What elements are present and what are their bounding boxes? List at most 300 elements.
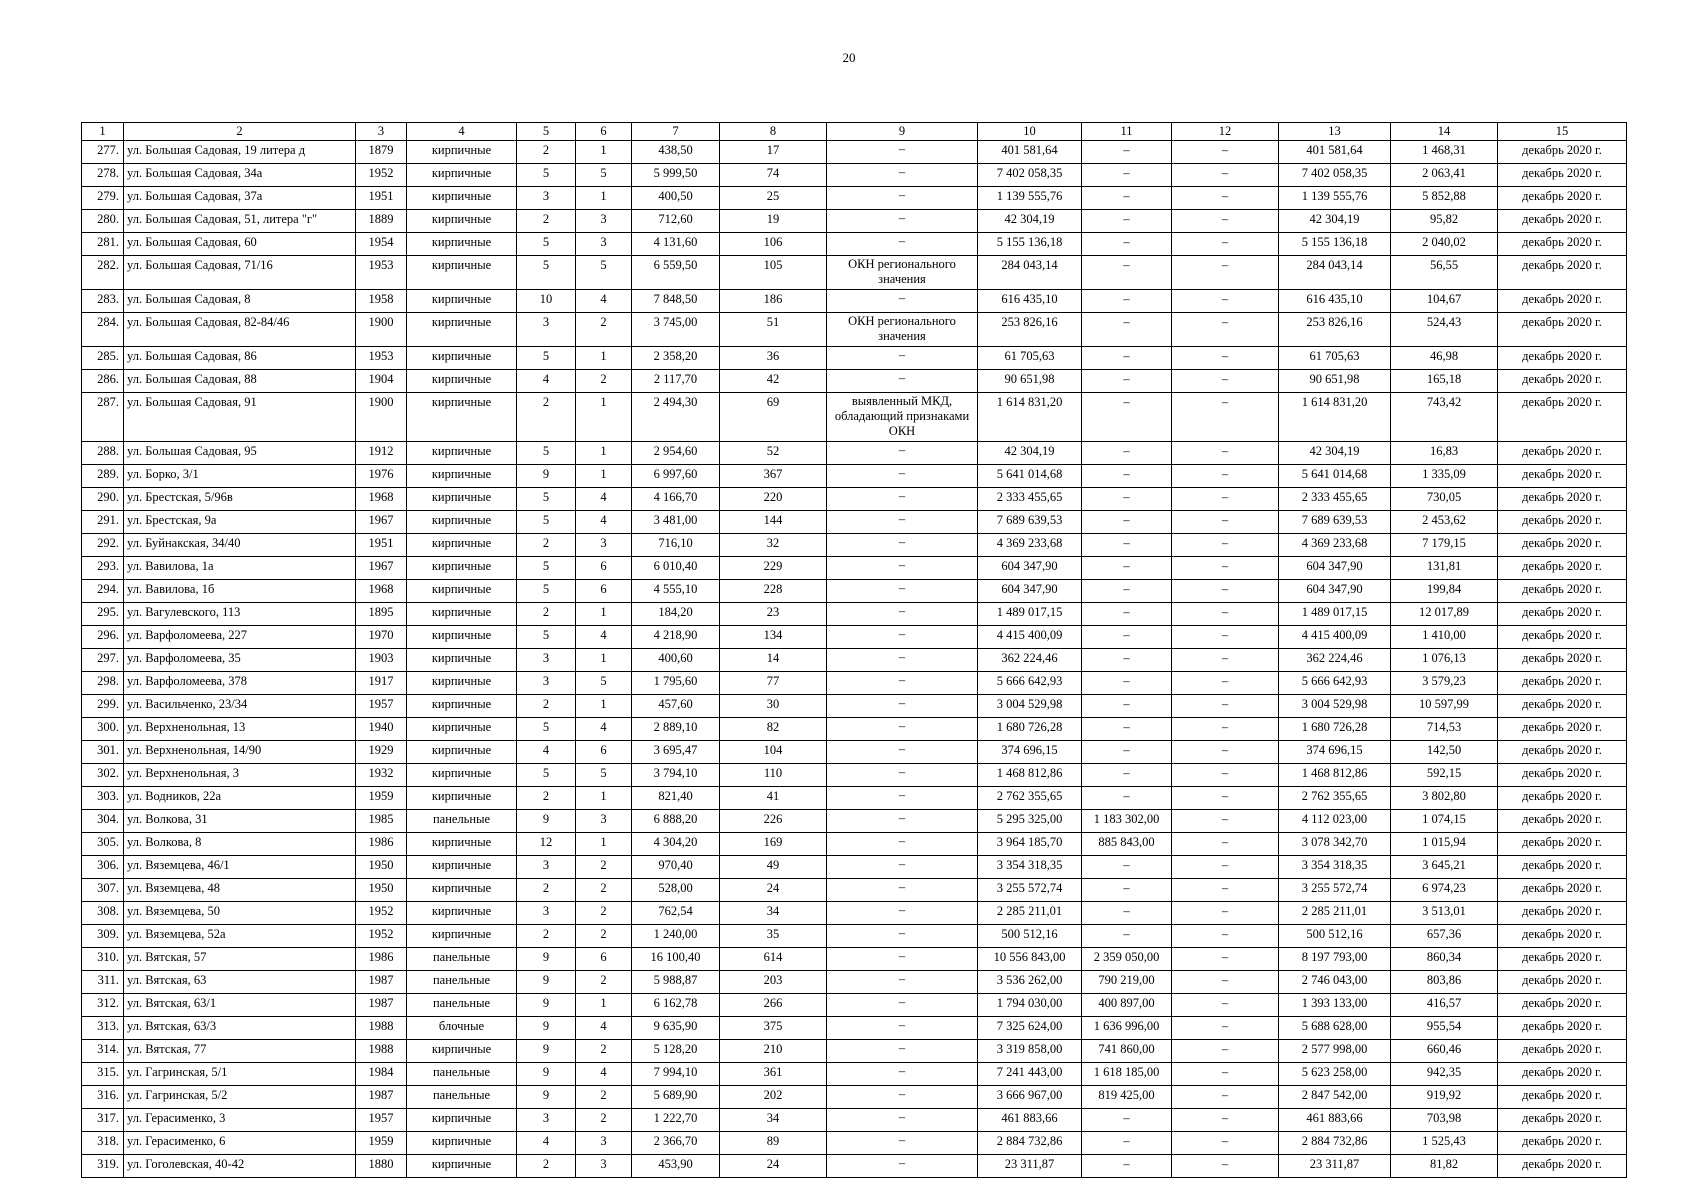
cell-col-7: 457,60 (632, 695, 720, 718)
cell-col-4: кирпичные (407, 313, 517, 347)
cell-col-9: выявленный МКД, обладающий признаками ОКН (827, 393, 978, 442)
cell-col-14: 2 040,02 (1391, 233, 1498, 256)
cell-col-15: декабрь 2020 г. (1498, 580, 1627, 603)
cell-col-13: 2 333 455,65 (1279, 488, 1391, 511)
cell-col-12: – (1172, 534, 1279, 557)
cell-col-3: 1950 (356, 879, 407, 902)
cell-col-13: 604 347,90 (1279, 580, 1391, 603)
cell-col-11: 2 359 050,00 (1082, 948, 1172, 971)
cell-col-10: 4 415 400,09 (978, 626, 1082, 649)
cell-col-15: декабрь 2020 г. (1498, 1155, 1627, 1178)
cell-col-6: 2 (576, 1040, 632, 1063)
cell-col-4: кирпичные (407, 290, 517, 313)
cell-col-9: – (827, 1155, 978, 1178)
cell-col-2: ул. Герасименко, 6 (124, 1132, 356, 1155)
cell-col-8: 375 (720, 1017, 827, 1040)
cell-col-7: 970,40 (632, 856, 720, 879)
cell-col-14: 46,98 (1391, 347, 1498, 370)
cell-col-1: 297. (82, 649, 124, 672)
cell-col-10: 362 224,46 (978, 649, 1082, 672)
cell-col-11: – (1082, 233, 1172, 256)
table-row (82, 347, 1627, 370)
cell-col-14: 955,54 (1391, 1017, 1498, 1040)
cell-col-4: кирпичные (407, 233, 517, 256)
cell-col-11: 790 219,00 (1082, 971, 1172, 994)
cell-col-2: ул. Вяземцева, 52а (124, 925, 356, 948)
cell-col-5: 3 (517, 902, 576, 925)
table-body (82, 141, 1627, 1178)
cell-col-14: 592,15 (1391, 764, 1498, 787)
cell-col-4: кирпичные (407, 557, 517, 580)
cell-col-13: 500 512,16 (1279, 925, 1391, 948)
cell-col-3: 1903 (356, 649, 407, 672)
cell-col-10: 90 651,98 (978, 370, 1082, 393)
cell-col-2: ул. Вагулевского, 113 (124, 603, 356, 626)
cell-col-14: 942,35 (1391, 1063, 1498, 1086)
table-row (82, 256, 1627, 290)
cell-col-4: панельные (407, 1063, 517, 1086)
cell-col-12: – (1172, 603, 1279, 626)
cell-col-6: 2 (576, 370, 632, 393)
column-header-14: 14 (1391, 123, 1498, 141)
cell-col-15: декабрь 2020 г. (1498, 313, 1627, 347)
cell-col-8: 49 (720, 856, 827, 879)
cell-col-12: – (1172, 626, 1279, 649)
cell-col-12: – (1172, 994, 1279, 1017)
cell-col-9: – (827, 1063, 978, 1086)
cell-col-15: декабрь 2020 г. (1498, 948, 1627, 971)
cell-col-10: 5 666 642,93 (978, 672, 1082, 695)
cell-col-11: – (1082, 313, 1172, 347)
cell-col-8: 42 (720, 370, 827, 393)
cell-col-9: – (827, 164, 978, 187)
cell-col-10: 7 402 058,35 (978, 164, 1082, 187)
cell-col-13: 7 689 639,53 (1279, 511, 1391, 534)
cell-col-8: 35 (720, 925, 827, 948)
cell-col-4: кирпичные (407, 925, 517, 948)
cell-col-9: – (827, 649, 978, 672)
cell-col-7: 6 997,60 (632, 465, 720, 488)
cell-col-12: – (1172, 488, 1279, 511)
cell-col-5: 5 (517, 256, 576, 290)
cell-col-6: 1 (576, 695, 632, 718)
cell-col-4: панельные (407, 994, 517, 1017)
cell-col-9: – (827, 948, 978, 971)
cell-col-2: ул. Большая Садовая, 71/16 (124, 256, 356, 290)
cell-col-13: 1 468 812,86 (1279, 764, 1391, 787)
cell-col-1: 295. (82, 603, 124, 626)
cell-col-2: ул. Вавилова, 1а (124, 557, 356, 580)
cell-col-9: – (827, 879, 978, 902)
cell-col-13: 362 224,46 (1279, 649, 1391, 672)
cell-col-14: 660,46 (1391, 1040, 1498, 1063)
cell-col-6: 2 (576, 925, 632, 948)
cell-col-2: ул. Большая Садовая, 82-84/46 (124, 313, 356, 347)
cell-col-3: 1984 (356, 1063, 407, 1086)
cell-col-7: 4 218,90 (632, 626, 720, 649)
cell-col-5: 9 (517, 810, 576, 833)
cell-col-2: ул. Варфоломеева, 35 (124, 649, 356, 672)
cell-col-8: 104 (720, 741, 827, 764)
cell-col-3: 1988 (356, 1040, 407, 1063)
cell-col-7: 2 954,60 (632, 442, 720, 465)
column-header-13: 13 (1279, 123, 1391, 141)
cell-col-8: 89 (720, 1132, 827, 1155)
cell-col-14: 16,83 (1391, 442, 1498, 465)
cell-col-10: 374 696,15 (978, 741, 1082, 764)
cell-col-14: 131,81 (1391, 557, 1498, 580)
cell-col-12: – (1172, 1040, 1279, 1063)
table-row (82, 718, 1627, 741)
cell-col-1: 286. (82, 370, 124, 393)
cell-col-1: 318. (82, 1132, 124, 1155)
cell-col-15: декабрь 2020 г. (1498, 856, 1627, 879)
cell-col-13: 61 705,63 (1279, 347, 1391, 370)
cell-col-3: 1912 (356, 442, 407, 465)
cell-col-6: 2 (576, 879, 632, 902)
cell-col-8: 203 (720, 971, 827, 994)
cell-col-7: 4 555,10 (632, 580, 720, 603)
cell-col-8: 14 (720, 649, 827, 672)
cell-col-11: – (1082, 902, 1172, 925)
cell-col-8: 41 (720, 787, 827, 810)
cell-col-15: декабрь 2020 г. (1498, 233, 1627, 256)
cell-col-7: 528,00 (632, 879, 720, 902)
cell-col-6: 3 (576, 1132, 632, 1155)
cell-col-8: 361 (720, 1063, 827, 1086)
cell-col-12: – (1172, 1155, 1279, 1178)
cell-col-15: декабрь 2020 г. (1498, 1063, 1627, 1086)
cell-col-13: 4 112 023,00 (1279, 810, 1391, 833)
cell-col-11: – (1082, 787, 1172, 810)
cell-col-12: – (1172, 833, 1279, 856)
cell-col-6: 3 (576, 534, 632, 557)
cell-col-3: 1967 (356, 511, 407, 534)
cell-col-6: 6 (576, 741, 632, 764)
column-header-8: 8 (720, 123, 827, 141)
cell-col-9: – (827, 741, 978, 764)
cell-col-3: 1904 (356, 370, 407, 393)
cell-col-7: 7 848,50 (632, 290, 720, 313)
cell-col-15: декабрь 2020 г. (1498, 488, 1627, 511)
cell-col-4: кирпичные (407, 626, 517, 649)
cell-col-7: 712,60 (632, 210, 720, 233)
cell-col-1: 283. (82, 290, 124, 313)
table-row (82, 488, 1627, 511)
cell-col-6: 4 (576, 488, 632, 511)
cell-col-13: 5 155 136,18 (1279, 233, 1391, 256)
cell-col-4: кирпичные (407, 187, 517, 210)
table-row (82, 856, 1627, 879)
cell-col-11: – (1082, 187, 1172, 210)
cell-col-1: 281. (82, 233, 124, 256)
cell-col-10: 1 468 812,86 (978, 764, 1082, 787)
cell-col-15: декабрь 2020 г. (1498, 994, 1627, 1017)
cell-col-7: 400,50 (632, 187, 720, 210)
cell-col-4: кирпичные (407, 164, 517, 187)
cell-col-7: 2 889,10 (632, 718, 720, 741)
cell-col-2: ул. Вяземцева, 48 (124, 879, 356, 902)
cell-col-4: кирпичные (407, 603, 517, 626)
cell-col-4: панельные (407, 971, 517, 994)
cell-col-6: 3 (576, 233, 632, 256)
cell-col-15: декабрь 2020 г. (1498, 141, 1627, 164)
cell-col-5: 4 (517, 370, 576, 393)
cell-col-3: 1967 (356, 557, 407, 580)
cell-col-6: 6 (576, 557, 632, 580)
table-row (82, 210, 1627, 233)
cell-col-9: – (827, 810, 978, 833)
cell-col-4: панельные (407, 810, 517, 833)
cell-col-7: 6 888,20 (632, 810, 720, 833)
cell-col-6: 6 (576, 948, 632, 971)
cell-col-14: 1 525,43 (1391, 1132, 1498, 1155)
cell-col-1: 303. (82, 787, 124, 810)
cell-col-12: – (1172, 764, 1279, 787)
cell-col-15: декабрь 2020 г. (1498, 1132, 1627, 1155)
cell-col-8: 17 (720, 141, 827, 164)
cell-col-14: 1 410,00 (1391, 626, 1498, 649)
cell-col-5: 5 (517, 764, 576, 787)
cell-col-14: 3 579,23 (1391, 672, 1498, 695)
cell-col-6: 3 (576, 210, 632, 233)
cell-col-12: – (1172, 948, 1279, 971)
cell-col-15: декабрь 2020 г. (1498, 971, 1627, 994)
cell-col-15: декабрь 2020 г. (1498, 1017, 1627, 1040)
cell-col-6: 1 (576, 393, 632, 442)
cell-col-6: 5 (576, 256, 632, 290)
cell-col-11: – (1082, 879, 1172, 902)
cell-col-3: 1953 (356, 347, 407, 370)
cell-col-11: 819 425,00 (1082, 1086, 1172, 1109)
cell-col-9: – (827, 580, 978, 603)
cell-col-2: ул. Васильченко, 23/34 (124, 695, 356, 718)
cell-col-10: 3 004 529,98 (978, 695, 1082, 718)
cell-col-8: 19 (720, 210, 827, 233)
cell-col-7: 184,20 (632, 603, 720, 626)
cell-col-6: 2 (576, 902, 632, 925)
cell-col-1: 302. (82, 764, 124, 787)
cell-col-11: 741 860,00 (1082, 1040, 1172, 1063)
table-row (82, 290, 1627, 313)
cell-col-10: 1 614 831,20 (978, 393, 1082, 442)
cell-col-10: 2 884 732,86 (978, 1132, 1082, 1155)
cell-col-11: – (1082, 626, 1172, 649)
cell-col-8: 32 (720, 534, 827, 557)
table-row (82, 164, 1627, 187)
cell-col-6: 3 (576, 810, 632, 833)
table-row (82, 370, 1627, 393)
column-header-4: 4 (407, 123, 517, 141)
cell-col-2: ул. Водников, 22а (124, 787, 356, 810)
cell-col-12: – (1172, 1017, 1279, 1040)
cell-col-7: 821,40 (632, 787, 720, 810)
table-row (82, 557, 1627, 580)
cell-col-15: декабрь 2020 г. (1498, 787, 1627, 810)
cell-col-7: 400,60 (632, 649, 720, 672)
table-row (82, 1040, 1627, 1063)
cell-col-13: 284 043,14 (1279, 256, 1391, 290)
table-row (82, 1017, 1627, 1040)
cell-col-9: – (827, 233, 978, 256)
cell-col-5: 5 (517, 557, 576, 580)
cell-col-12: – (1172, 649, 1279, 672)
cell-col-8: 23 (720, 603, 827, 626)
cell-col-7: 1 795,60 (632, 672, 720, 695)
cell-col-7: 1 240,00 (632, 925, 720, 948)
cell-col-9: – (827, 370, 978, 393)
cell-col-8: 82 (720, 718, 827, 741)
cell-col-15: декабрь 2020 г. (1498, 810, 1627, 833)
cell-col-3: 1987 (356, 994, 407, 1017)
cell-col-8: 24 (720, 1155, 827, 1178)
cell-col-11: – (1082, 370, 1172, 393)
cell-col-14: 104,67 (1391, 290, 1498, 313)
cell-col-10: 253 826,16 (978, 313, 1082, 347)
cell-col-14: 95,82 (1391, 210, 1498, 233)
cell-col-1: 305. (82, 833, 124, 856)
table-row (82, 141, 1627, 164)
cell-col-1: 277. (82, 141, 124, 164)
cell-col-5: 5 (517, 626, 576, 649)
table-row (82, 672, 1627, 695)
column-header-2: 2 (124, 123, 356, 141)
cell-col-14: 56,55 (1391, 256, 1498, 290)
cell-col-14: 416,57 (1391, 994, 1498, 1017)
cell-col-3: 1988 (356, 1017, 407, 1040)
cell-col-4: кирпичные (407, 856, 517, 879)
cell-col-10: 3 964 185,70 (978, 833, 1082, 856)
cell-col-11: – (1082, 210, 1172, 233)
cell-col-9: – (827, 442, 978, 465)
cell-col-4: кирпичные (407, 1109, 517, 1132)
cell-col-11: – (1082, 718, 1172, 741)
cell-col-12: – (1172, 313, 1279, 347)
cell-col-6: 4 (576, 626, 632, 649)
cell-col-9: – (827, 465, 978, 488)
cell-col-4: кирпичные (407, 741, 517, 764)
cell-col-10: 3 319 858,00 (978, 1040, 1082, 1063)
cell-col-2: ул. Большая Садовая, 86 (124, 347, 356, 370)
cell-col-13: 5 623 258,00 (1279, 1063, 1391, 1086)
cell-col-5: 2 (517, 210, 576, 233)
cell-col-4: кирпичные (407, 1132, 517, 1155)
cell-col-14: 1 468,31 (1391, 141, 1498, 164)
table-row (82, 787, 1627, 810)
cell-col-2: ул. Вятская, 63/1 (124, 994, 356, 1017)
cell-col-2: ул. Вятская, 63/3 (124, 1017, 356, 1040)
cell-col-7: 5 999,50 (632, 164, 720, 187)
cell-col-15: декабрь 2020 г. (1498, 626, 1627, 649)
cell-col-5: 5 (517, 580, 576, 603)
register-table (81, 122, 1627, 1178)
cell-col-8: 228 (720, 580, 827, 603)
cell-col-15: декабрь 2020 г. (1498, 603, 1627, 626)
cell-col-14: 2 453,62 (1391, 511, 1498, 534)
cell-col-14: 10 597,99 (1391, 695, 1498, 718)
cell-col-4: кирпичные (407, 902, 517, 925)
cell-col-12: – (1172, 1132, 1279, 1155)
cell-col-1: 317. (82, 1109, 124, 1132)
cell-col-4: панельные (407, 1086, 517, 1109)
table-row (82, 948, 1627, 971)
cell-col-4: блочные (407, 1017, 517, 1040)
cell-col-7: 453,90 (632, 1155, 720, 1178)
cell-col-4: кирпичные (407, 672, 517, 695)
cell-col-2: ул. Варфоломеева, 227 (124, 626, 356, 649)
cell-col-9: – (827, 626, 978, 649)
cell-col-8: 106 (720, 233, 827, 256)
cell-col-7: 3 481,00 (632, 511, 720, 534)
cell-col-6: 1 (576, 994, 632, 1017)
cell-col-7: 3 695,47 (632, 741, 720, 764)
cell-col-13: 1 680 726,28 (1279, 718, 1391, 741)
cell-col-6: 4 (576, 1063, 632, 1086)
cell-col-8: 220 (720, 488, 827, 511)
cell-col-12: – (1172, 393, 1279, 442)
cell-col-12: – (1172, 672, 1279, 695)
cell-col-7: 9 635,90 (632, 1017, 720, 1040)
cell-col-3: 1987 (356, 971, 407, 994)
cell-col-3: 1954 (356, 233, 407, 256)
cell-col-4: кирпичные (407, 787, 517, 810)
table-row (82, 1132, 1627, 1155)
cell-col-11: – (1082, 141, 1172, 164)
cell-col-15: декабрь 2020 г. (1498, 879, 1627, 902)
cell-col-9: – (827, 141, 978, 164)
cell-col-2: ул. Большая Садовая, 34а (124, 164, 356, 187)
cell-col-10: 604 347,90 (978, 557, 1082, 580)
cell-col-4: кирпичные (407, 580, 517, 603)
cell-col-5: 5 (517, 233, 576, 256)
cell-col-4: кирпичные (407, 210, 517, 233)
cell-col-5: 10 (517, 290, 576, 313)
cell-col-3: 1952 (356, 925, 407, 948)
cell-col-5: 3 (517, 313, 576, 347)
cell-col-5: 2 (517, 603, 576, 626)
cell-col-9: – (827, 210, 978, 233)
table-row (82, 465, 1627, 488)
cell-col-13: 42 304,19 (1279, 210, 1391, 233)
cell-col-10: 1 680 726,28 (978, 718, 1082, 741)
cell-col-6: 4 (576, 718, 632, 741)
cell-col-12: – (1172, 1109, 1279, 1132)
cell-col-7: 7 994,10 (632, 1063, 720, 1086)
cell-col-3: 1940 (356, 718, 407, 741)
cell-col-1: 309. (82, 925, 124, 948)
cell-col-5: 9 (517, 1017, 576, 1040)
cell-col-5: 2 (517, 787, 576, 810)
cell-col-11: – (1082, 164, 1172, 187)
cell-col-12: – (1172, 187, 1279, 210)
cell-col-11: – (1082, 764, 1172, 787)
cell-col-15: декабрь 2020 г. (1498, 370, 1627, 393)
cell-col-14: 3 802,80 (1391, 787, 1498, 810)
cell-col-1: 307. (82, 879, 124, 902)
cell-col-5: 2 (517, 393, 576, 442)
cell-col-14: 1 015,94 (1391, 833, 1498, 856)
cell-col-15: декабрь 2020 г. (1498, 1040, 1627, 1063)
table-row (82, 994, 1627, 1017)
cell-col-15: декабрь 2020 г. (1498, 1109, 1627, 1132)
cell-col-4: кирпичные (407, 465, 517, 488)
cell-col-13: 2 577 998,00 (1279, 1040, 1391, 1063)
cell-col-8: 144 (720, 511, 827, 534)
cell-col-1: 282. (82, 256, 124, 290)
cell-col-12: – (1172, 290, 1279, 313)
cell-col-7: 3 794,10 (632, 764, 720, 787)
table-row (82, 626, 1627, 649)
